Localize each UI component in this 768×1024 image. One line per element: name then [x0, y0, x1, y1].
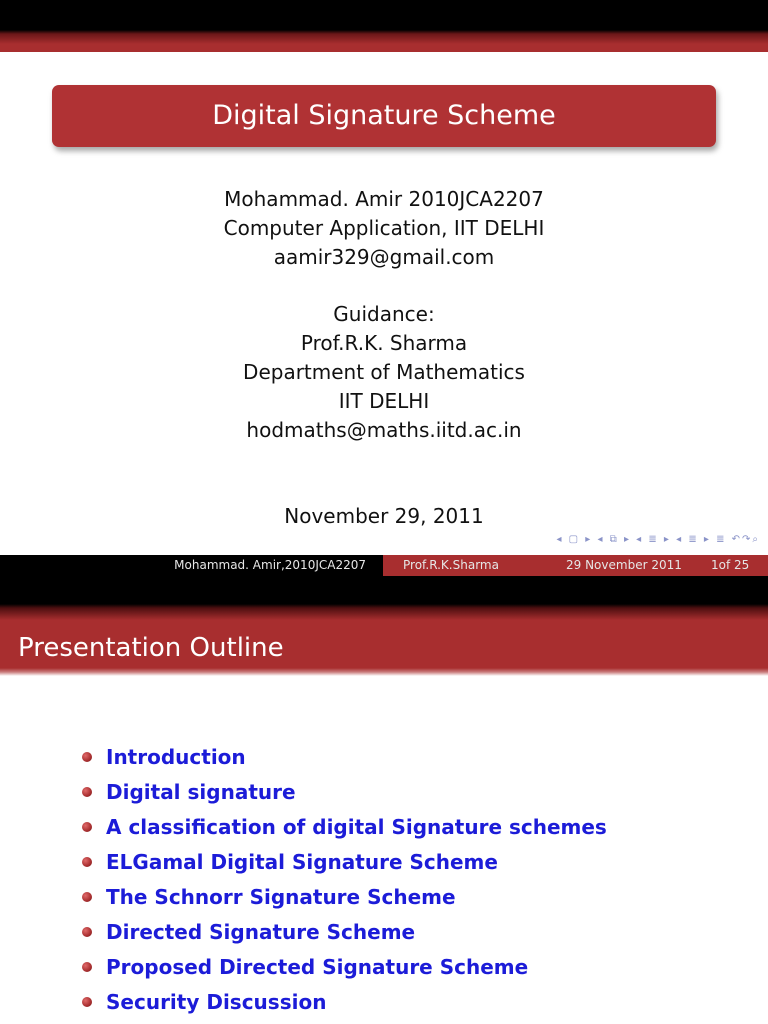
bullet-icon	[82, 962, 92, 972]
outline-item-label: Directed Signature Scheme	[106, 920, 416, 944]
header-band	[0, 0, 768, 52]
bullet-icon	[82, 752, 92, 762]
author-affiliation: Computer Application, IIT DELHI	[223, 216, 545, 240]
author-email: aamir329@gmail.com	[273, 245, 495, 269]
beamer-navigation-icons[interactable]: ◂ ▢ ▸ ◂ ⧉ ▸ ◂ ≣ ▸ ◂ ≣ ▸ ≣ ↶↷⌕	[556, 534, 760, 545]
guide-institute: IIT DELHI	[338, 389, 430, 413]
outline-item-label: Proposed Directed Signature Scheme	[106, 955, 529, 979]
footer-author-segment	[0, 555, 383, 576]
bullet-icon	[82, 892, 92, 902]
outline-item-label: Digital signature	[106, 780, 296, 804]
presentation-date: November 29, 2011	[284, 504, 484, 528]
bullet-icon	[82, 787, 92, 797]
guidance-label: Guidance:	[333, 302, 435, 326]
bullet-icon	[82, 997, 92, 1007]
footer-guide: Prof.R.K.Sharma	[403, 558, 499, 572]
outline-title: Presentation Outline	[18, 633, 284, 663]
author-block	[0, 185, 768, 272]
outline-item-label: Introduction	[106, 745, 246, 769]
bullet-icon	[82, 822, 92, 832]
bullet-icon	[82, 857, 92, 867]
guidance-block	[0, 300, 768, 445]
guide-name: Prof.R.K. Sharma	[300, 331, 468, 355]
guide-email: hodmaths@maths.iitd.ac.in	[246, 418, 522, 442]
footer-author: Mohammad. Amir,2010JCA2207	[174, 558, 366, 572]
footer-page-number: 1of 25	[711, 558, 750, 572]
slide-title: Digital Signature Scheme	[52, 85, 716, 147]
outline-item-label: The Schnorr Signature Scheme	[106, 885, 456, 909]
footer-guide-segment	[383, 555, 768, 576]
author-name: Mohammad. Amir 2010JCA2207	[224, 187, 544, 211]
footer-bar	[0, 555, 768, 576]
outline-slide	[0, 576, 768, 1024]
guide-department: Department of Mathematics	[243, 360, 525, 384]
outline-item-label: A classification of digital Signature schemes	[106, 815, 607, 839]
footer-date: 29 November 2011	[566, 558, 682, 572]
outline-item-label: ELGamal Digital Signature Scheme	[106, 850, 498, 874]
bullet-icon	[82, 927, 92, 937]
outline-item-label: Security Discussion	[106, 990, 327, 1014]
